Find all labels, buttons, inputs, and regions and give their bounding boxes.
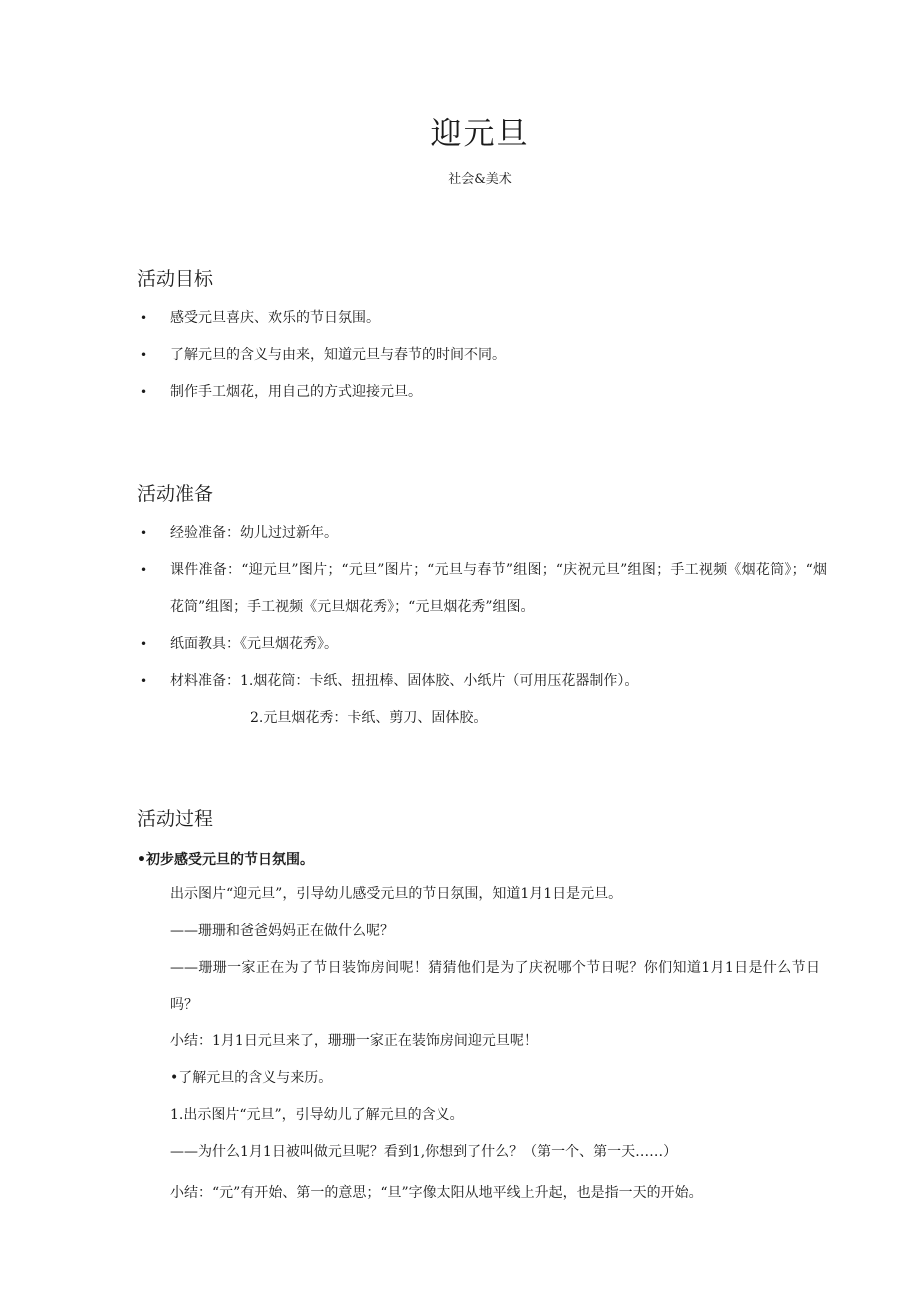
preparation-heading: 活动准备 [137, 483, 214, 505]
bullet-icon: • [140, 674, 148, 688]
goals-heading: 活动目标 [137, 268, 214, 290]
step1-question: ——珊珊一家正在为了节日装饰房间呢！猜猜他们是为了庆祝哪个节日呢？你们知道1月1日是什么节日吗？ [170, 960, 820, 1013]
materials-line-2: 2.元旦烟花秀：卡纸、剪刀、固体胶。 [250, 710, 488, 726]
bullet-icon: • [140, 637, 148, 651]
goal-item: • 了解元旦的含义与由来，知道元旦与春节的时间不同。 [137, 337, 827, 374]
document-subtitle: 社会&美术 [448, 172, 512, 187]
preparation-item: • 课件准备：“迎元旦”图片；“元旦”图片；“元旦与春节”组图；“庆祝元旦”组图；手工视频《烟花筒》；“烟花筒”组图；手工视频《元旦烟花秀》；“元旦烟花秀”组图。 [137, 552, 827, 626]
step1-line: 出示图片“迎元旦”，引导幼儿感受元旦的节日氛围，知道1月1日是元旦。 [170, 886, 623, 902]
preparation-item: • 纸面教具：《元旦烟花秀》。 [137, 626, 827, 663]
step2-line: 1.出示图片“元旦”，引导幼儿了解元旦的含义。 [170, 1107, 464, 1123]
step1-summary: 小结：1月1日元旦来了，珊珊一家正在装饰房间迎元旦呢！ [170, 1033, 538, 1049]
bullet-icon: • [140, 385, 148, 399]
document-title: 迎元旦 [430, 116, 530, 152]
process-heading: 活动过程 [137, 808, 214, 830]
step2-title: •了解元旦的含义与来历。 [170, 1070, 333, 1086]
step2-line: ——为什么1月1日被叫做元旦呢？看到1,你想到了什么？（第一个、第一天……） [170, 1144, 678, 1160]
bullet-icon: • [140, 526, 148, 540]
step2-summary: 小结：“元”有开始、第一的意思；“旦”字像太阳从地平线上升起，也是指一天的开始。 [170, 1185, 703, 1201]
preparation-item: • 经验准备：幼儿过过新年。 [137, 515, 827, 552]
bullet-icon: • [140, 311, 148, 325]
goal-item: • 感受元旦喜庆、欢乐的节日氛围。 [137, 300, 827, 337]
bullet-icon: • [140, 563, 148, 577]
preparation-item: • 材料准备：1.烟花筒：卡纸、扭扭棒、固体胶、小纸片（可用压花器制作）。 [137, 663, 827, 700]
bullet-icon: • [140, 348, 148, 362]
step1-title: •初步感受元旦的节日氛围。 [137, 852, 314, 868]
goal-item: • 制作手工烟花，用自己的方式迎接元旦。 [137, 374, 827, 411]
step1-line: ——珊珊和爸爸妈妈正在做什么呢？ [170, 923, 394, 939]
